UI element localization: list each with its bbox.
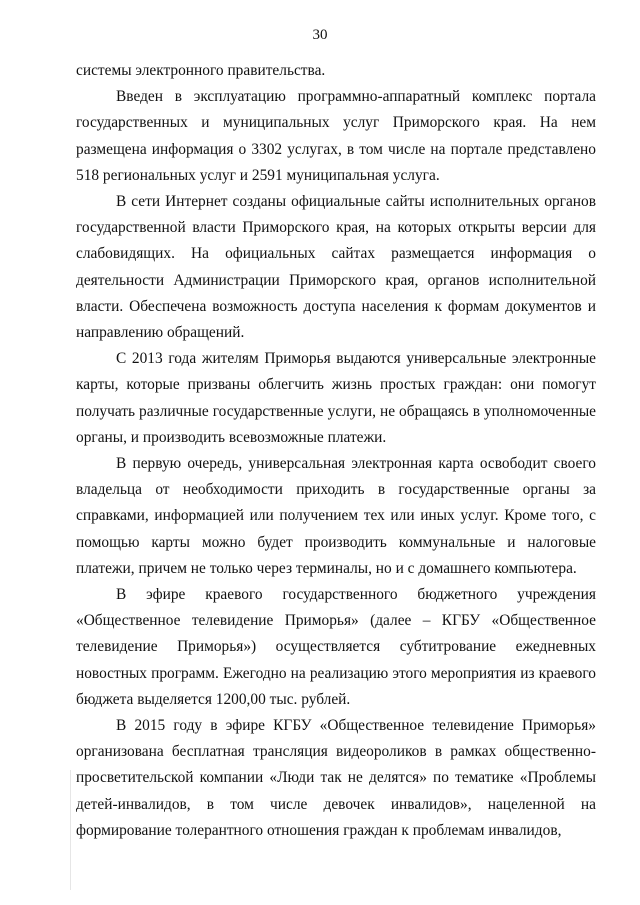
paragraph-official-sites: В сети Интернет созданы официальные сайты исполнительных органов государственной власти Приморского края, на которых открыты версии для слабовидящих. На официальных сайтах размещается информация о деятельности Администрации Приморского края, органов исполнительной власти. Обеспечена возможность доступа населения к формам документов и направлению обращений.	[76, 193, 596, 342]
page-number: 30	[312, 27, 328, 43]
paragraph-electronic-cards: С 2013 года жителям Приморья выдаются универсальные электронные карты, которые призваны облегчить жизнь простых граждан: они помогут получать различные государственные услуги, не обращаясь в уполномоченные органы, и производить всевозможные платежи.	[76, 350, 596, 446]
paragraph-card-benefits: В первую очередь, универсальная электронная карта освободит своего владельца от необходимости приходить в государственные органы за справками, информацией или получением тех или иных услуг. Кроме того, с помощью карты можно будет производить коммунальные и налоговые платежи, причем не только через терминалы, но и с домашнего компьютера.	[76, 455, 596, 577]
paragraph-continuation: системы электронного правительства.	[76, 62, 326, 79]
document-body	[76, 58, 596, 844]
paragraph-video-campaign: В 2015 году в эфире КГБУ «Общественное телевидение Приморья» организована бесплатная трансляция видеороликов в рамках общественно-просветительской компании «Люди так не делятся» по тематике «Проблемы детей-инвалидов, в том числе девочек инвалидов», нацеленной на формирование толерантного отношения граждан к проблемам инвалидов,	[76, 717, 596, 839]
paragraph-portal: Введен в эксплуатацию программно-аппаратный комплекс портала государственных и муниципальных услуг Приморского края. На нем размещена информация о 3302 услугах, в том числе на портале представлено 518 региональных услуг и 2591 муниципальная услуга.	[76, 88, 596, 184]
scan-margin-line	[70, 770, 71, 890]
paragraph-subtitling: В эфире краевого государственного бюджетного учреждения «Общественное телевидение Приморья» (далее – КГБУ «Общественное телевидение Приморья») осуществляется субтитрование ежедневных новостных программ. Ежегодно на реализацию этого мероприятия из краевого бюджета выделяется 1200,00 тыс. рублей.	[76, 586, 596, 708]
